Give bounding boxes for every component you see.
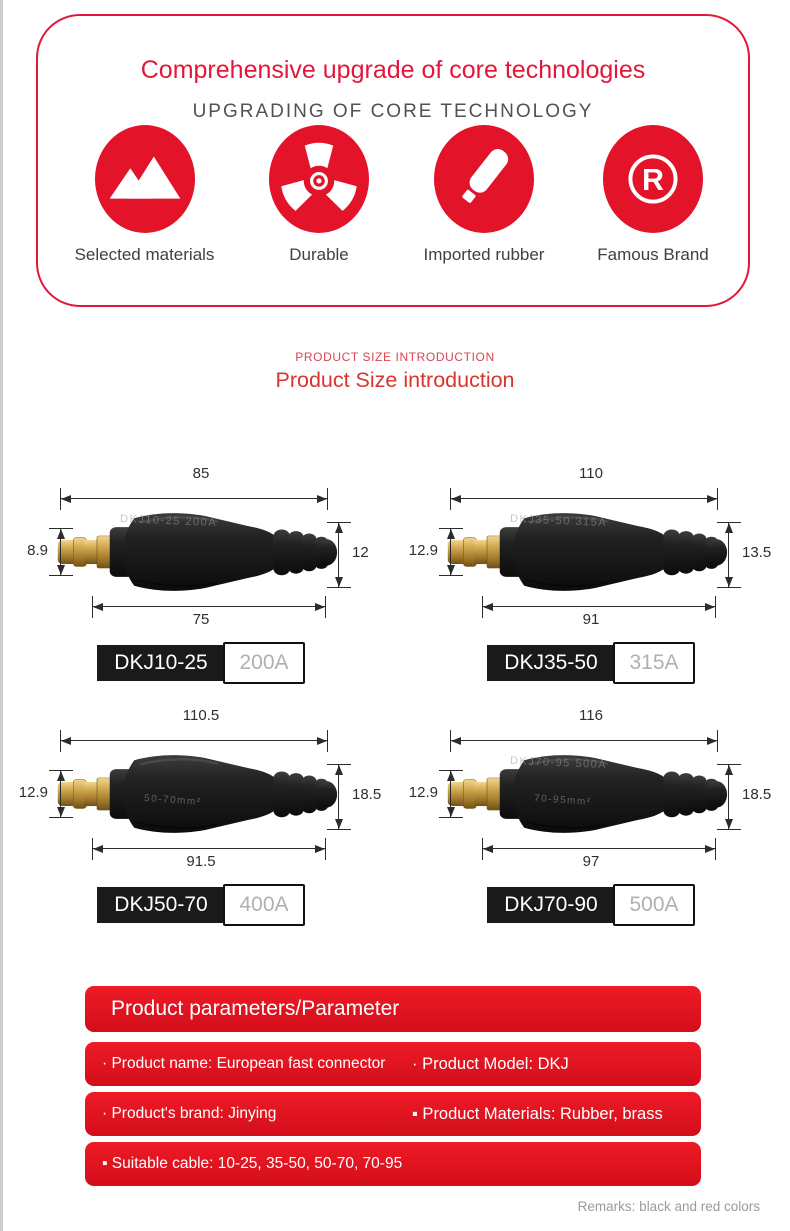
model-current: 200A	[223, 642, 305, 684]
dim-pin-diameter: 12.9	[408, 542, 438, 559]
model-current: 315A	[613, 642, 695, 684]
registered-trademark-icon	[602, 124, 704, 234]
param-product-name: · Product name: European fast connector	[102, 1055, 386, 1072]
model-name: DKJ50-70	[97, 887, 247, 923]
hero-title: Comprehensive upgrade of core technologies	[140, 56, 646, 84]
dim-tail-diameter: 18.5	[352, 786, 382, 803]
product-figure-dkj10-25	[12, 452, 390, 694]
dim-arrow-right	[332, 522, 346, 588]
dim-body-length: 91	[582, 611, 600, 628]
dim-body-length: 75	[192, 611, 210, 628]
model-current: 500A	[613, 884, 695, 926]
mountain-icon	[94, 124, 196, 234]
parameter-row-name-model	[85, 1042, 701, 1086]
connector-image	[438, 503, 732, 601]
model-name: DKJ35-50	[487, 645, 637, 681]
hero-feature-box	[36, 14, 750, 307]
model-name: DKJ70-90	[487, 887, 637, 923]
emboss-text: DKJ35-50 315A	[509, 512, 608, 530]
feature-imported-rubber	[404, 124, 564, 265]
param-suitable-cable: ▪ Suitable cable: 10-25, 35-50, 50-70, 70-95	[102, 1155, 403, 1172]
param-product-model: · Product Model: DKJ	[412, 1054, 569, 1073]
dim-arrow-right	[722, 522, 736, 588]
dim-arrow-left	[54, 528, 68, 576]
feature-label: Imported rubber	[423, 245, 545, 264]
dim-pin-diameter: 8.9	[27, 542, 48, 559]
dim-tail-diameter: 13.5	[742, 544, 772, 561]
feature-label: Durable	[289, 245, 349, 264]
model-current: 400A	[223, 884, 305, 926]
dim-arrow-left	[444, 528, 458, 576]
parameters-banner: Product parameters/Parameter	[85, 986, 701, 1032]
feature-label: Famous Brand	[597, 245, 709, 264]
size-section-eyebrow: PRODUCT SIZE INTRODUCTION	[295, 350, 495, 364]
param-product-brand: · Product's brand: Jinying	[102, 1105, 277, 1122]
connector-image	[48, 745, 342, 843]
connector-image	[48, 503, 342, 601]
emboss-text: DKJ70-95 500A	[509, 754, 608, 772]
dim-arrow-left	[54, 770, 68, 818]
hero-subtitle: UPGRADING OF CORE TECHNOLOGY	[192, 101, 594, 122]
parameter-row-suitable-cable	[85, 1142, 701, 1186]
dim-overall-length: 110	[579, 465, 603, 482]
feature-selected-materials	[52, 124, 237, 265]
connector-image	[438, 745, 732, 843]
model-plate	[12, 642, 390, 684]
dim-pin-diameter: 12.9	[408, 784, 438, 801]
feature-famous-brand	[578, 124, 728, 265]
radiation-icon	[268, 124, 370, 234]
page-edge-line	[0, 0, 3, 1231]
product-figure-dkj35-50	[402, 452, 780, 694]
dim-pin-diameter: 12.9	[18, 784, 48, 801]
model-name: DKJ10-25	[97, 645, 247, 681]
feature-label: Selected materials	[74, 245, 215, 264]
dim-arrow-right	[332, 764, 346, 830]
size-section-title: Product Size introduction	[275, 368, 515, 392]
parameter-row-brand-materials	[85, 1092, 701, 1136]
dim-overall-length: 110.5	[182, 707, 220, 724]
param-product-materials: ▪ Product Materials: Rubber, brass	[412, 1104, 663, 1123]
rubber-plug-icon	[433, 124, 535, 234]
dim-overall-length: 85	[192, 465, 210, 482]
remarks-note: Remarks: black and red colors	[577, 1199, 760, 1214]
emboss-text: DKJ10-25 200A	[119, 512, 218, 530]
model-plate	[12, 884, 390, 926]
product-figure-dkj70-90	[402, 694, 780, 936]
emboss-text-2: 70-95mm²	[533, 793, 592, 808]
dim-tail-diameter: 18.5	[742, 786, 772, 803]
svg-text:R: R	[642, 162, 664, 197]
dim-arrow-left	[444, 770, 458, 818]
product-figure-dkj50-70	[12, 694, 390, 936]
dim-arrow-right	[722, 764, 736, 830]
dim-body-length: 97	[582, 853, 600, 870]
model-plate	[402, 642, 780, 684]
dim-tail-diameter: 12	[352, 544, 369, 561]
model-plate	[402, 884, 780, 926]
emboss-text-2: 50-70mm²	[143, 793, 202, 808]
feature-durable	[244, 124, 394, 265]
dim-overall-length: 116	[579, 707, 603, 724]
dim-body-length: 91.5	[186, 853, 216, 870]
